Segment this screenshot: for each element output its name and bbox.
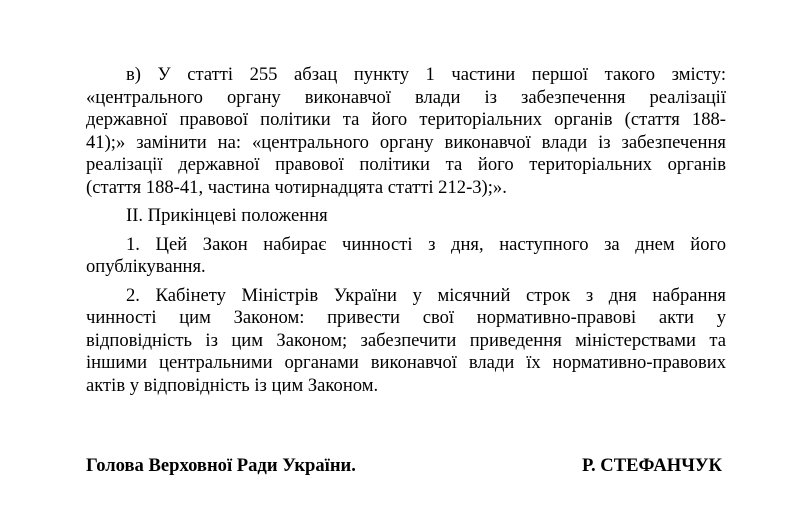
text-line: «центрального органу виконавчої влади із забезпечення реалізації xyxy=(86,86,726,108)
text-line: опублікування. xyxy=(86,256,206,277)
text-line: відповідність із цим Законом; забезпечити приведення міністерствами та xyxy=(86,329,726,351)
clause-1-paragraph xyxy=(86,234,726,279)
signatory-name: Р. СТЕФАНЧУК xyxy=(581,455,722,476)
text-line: 41);» замінити на: «центрального органу виконавчої влади із забезпечення xyxy=(86,131,726,153)
text-line: реалізації державної правової політики та його територіальних органів xyxy=(86,154,726,175)
text-line: чинності цим Законом: привести свої нормативно-правові акти у xyxy=(86,307,726,328)
text-line: (стаття 188-41, частина чотирнадцята статті 212-3);». xyxy=(86,176,507,198)
final-provisions-heading: ІІ. Прикінцеві положення xyxy=(126,205,328,226)
text-line: 1. Цей Закон набирає чинності з дня, наступного за днем його xyxy=(126,233,726,255)
text-line: актів у відповідність із цим Законом. xyxy=(86,374,379,396)
document-body xyxy=(86,64,726,397)
text-line: в) У статті 255 абзац пункту 1 частини першої такого змісту: xyxy=(126,64,726,85)
signatory-position: Голова Верховної Ради України. xyxy=(86,455,356,476)
clause-2-paragraph xyxy=(86,285,726,398)
text-line: державної правової політики та його територіальних органів (стаття 188- xyxy=(86,109,726,130)
text-line: іншими центральними органами виконавчої влади їх нормативно-правових xyxy=(86,352,726,373)
section-heading xyxy=(86,205,726,228)
signature-block xyxy=(86,455,722,477)
text-line: 2. Кабінету Міністрів України у місячний строк з дня набрання xyxy=(126,284,726,306)
amendment-paragraph-c xyxy=(86,64,726,199)
